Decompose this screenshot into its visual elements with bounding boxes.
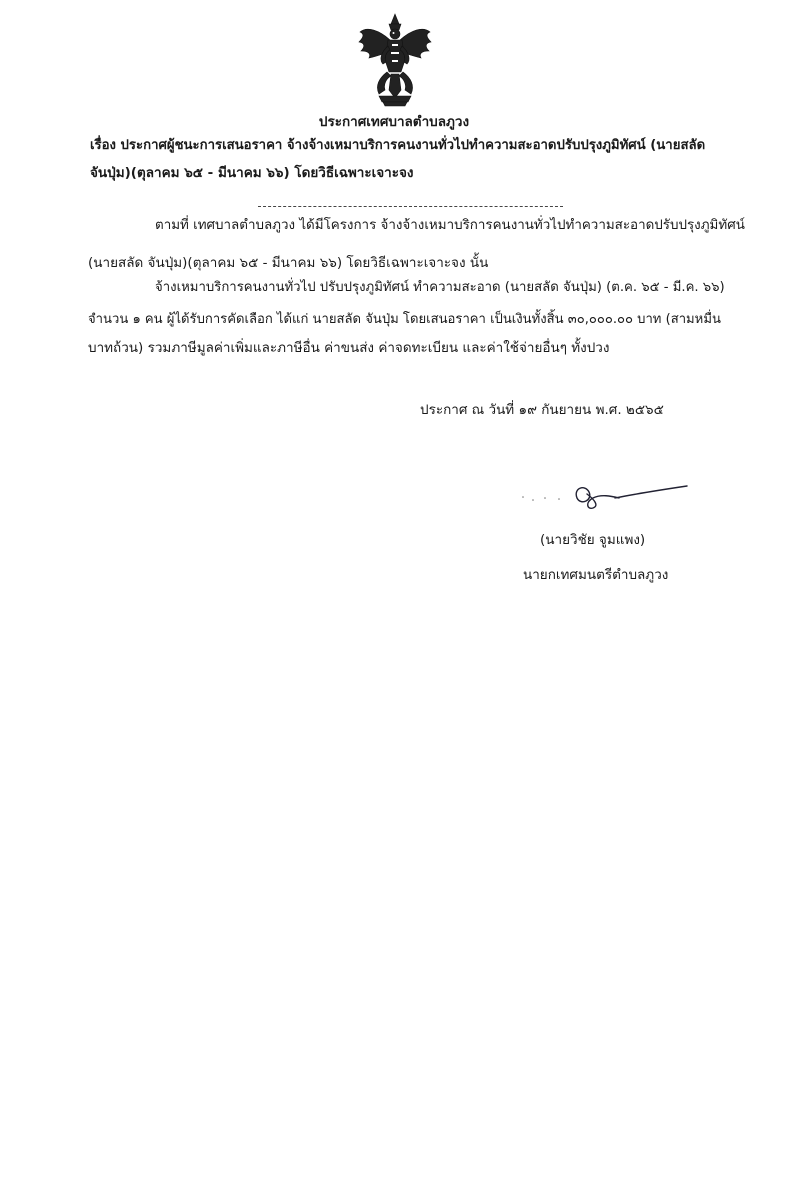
body-line-4: จำนวน ๑ คน ผู้ได้รับการคัดเลือก ได้แก่ นายสลัด จันปุ่ม โดยเสนอราคา เป็นเงินทั้งสิ้น ๓๐,๐๐๐.๐๐ บาท (สามหมื่น bbox=[88, 312, 721, 327]
body-line-2: (นายสลัด จันปุ่ม)(ตุลาคม ๖๕ - มีนาคม ๖๖) โดยวิธีเฉพาะเจาะจง นั้น bbox=[88, 255, 489, 271]
garuda-emblem-icon bbox=[357, 12, 433, 108]
body-line-5: บาทถ้วน) รวมภาษีมูลค่าเพิ่มและภาษีอื่น ค่าขนส่ง ค่าจดทะเบียน และค่าใช้จ่ายอื่นๆ ทั้งปวง bbox=[88, 340, 610, 356]
signer-name: (นายวิชัย จูมแพง) bbox=[540, 532, 646, 548]
body-line-3: จ้างเหมาบริการคนงานทั่วไป ปรับปรุงภูมิทัศน์ ทำความสะอาด (นายสลัด จันปุ่ม) (ต.ค. ๖๕ - มี.ค. ๖๖) bbox=[155, 280, 725, 295]
signature-icon bbox=[515, 476, 695, 516]
subject-line-1: เรื่อง ประกาศผู้ชนะการเสนอราคา จ้างจ้างเหมาบริการคนงานทั่วไปทำความสะอาดปรับปรุงภูมิทัศน์ (นายสลัด bbox=[90, 138, 706, 153]
separator-line bbox=[258, 206, 563, 207]
issuer-title: ประกาศเทศบาลตำบลภูวง bbox=[318, 114, 470, 130]
announce-date: ประกาศ ณ วันที่ ๑๙ กันยายน พ.ศ. ๒๕๖๕ bbox=[420, 402, 664, 418]
body-line-1: ตามที่ เทศบาลตำบลภูวง ได้มีโครงการ จ้างจ้างเหมาบริการคนงานทั่วไปทำความสะอาดปรับปรุงภูมิทัศน์ bbox=[155, 218, 745, 233]
signer-position: นายกเทศมนตรีตำบลภูวง bbox=[523, 567, 669, 583]
subject-line-2: จันปุ่ม)(ตุลาคม ๖๕ - มีนาคม ๖๖) โดยวิธีเฉพาะเจาะจง bbox=[90, 165, 414, 181]
